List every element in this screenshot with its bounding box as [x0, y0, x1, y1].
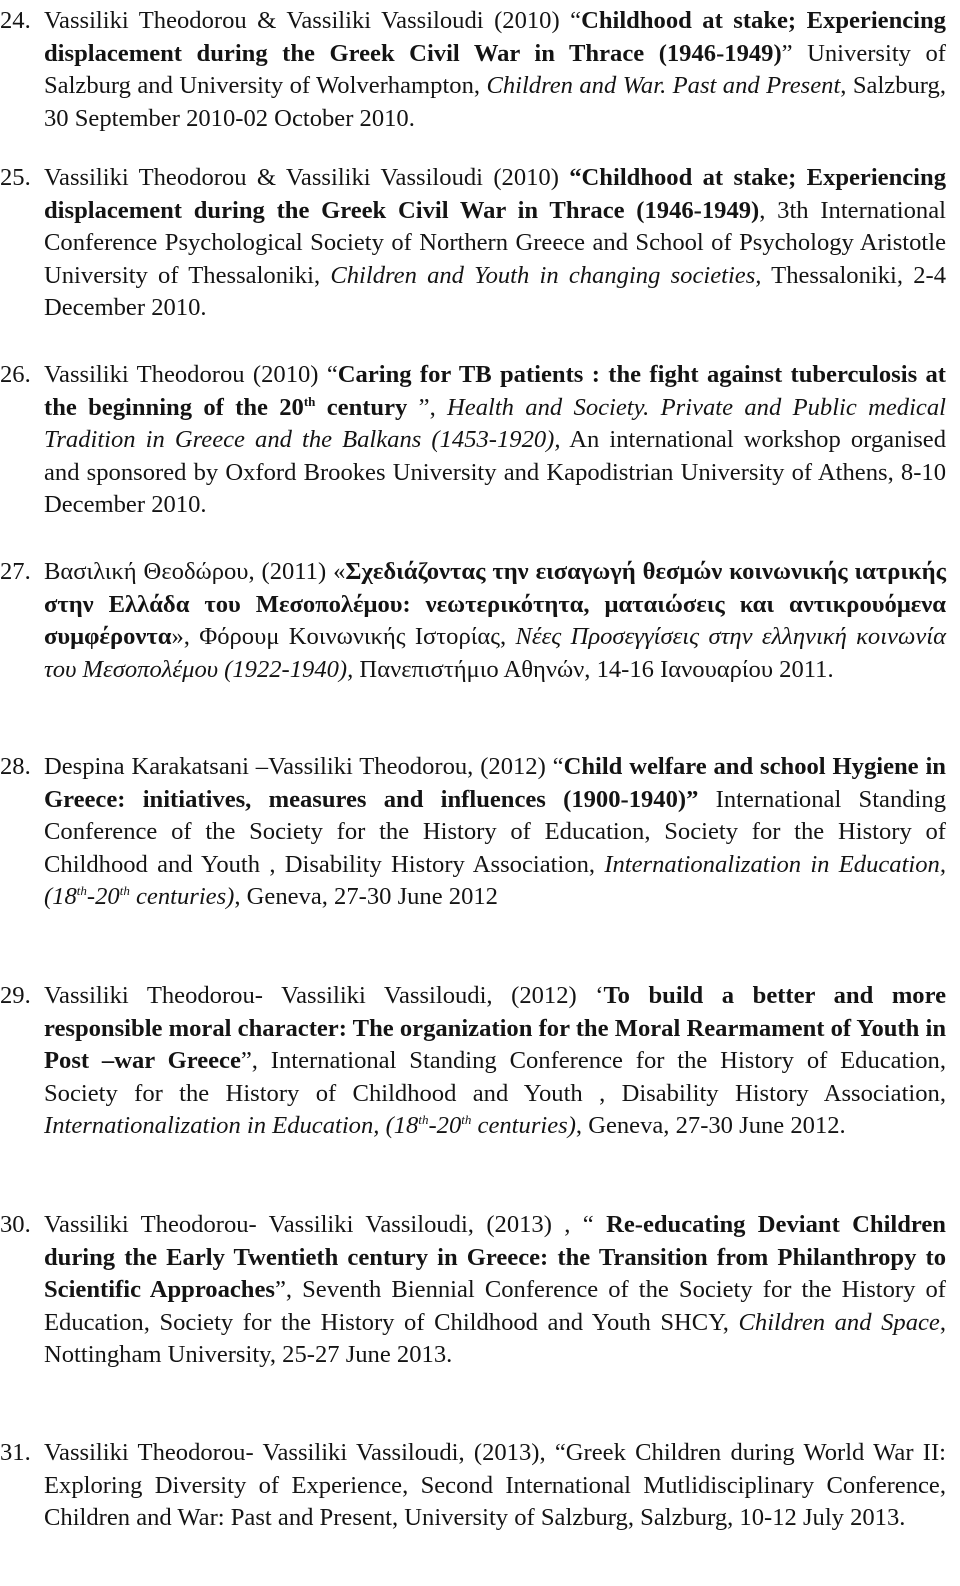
reference-text: [44, 162, 946, 325]
plain-text: Vassiliki Theodorou- Vassiliki Vassiloudi, (2012) ‘: [44, 982, 604, 1009]
plain-text: Thessaloniki, 2-4 December 2010.: [44, 261, 947, 322]
reference-entry-24: [0, 5, 946, 135]
entry-number: 28.: [0, 753, 31, 780]
plain-text: ”, International Standing Conference for the History of Education, Society for the History of Childhood and Youth , Disability History Association,: [44, 1047, 947, 1107]
italic-text: Health and Society. Private and Public medical Tradition in Greece and the Balkans (1453-1920),: [44, 393, 946, 454]
bold-title: Childhood at stake; Experiencing displacement during the Greek Civil War in Thrace (1946-1949): [44, 7, 946, 67]
plain-text: Vassiliki Theodorou- Vassiliki Vassiloudi, (2013) , “: [44, 1211, 607, 1238]
italic-text: -20: [86, 883, 120, 911]
reference-text: [44, 5, 946, 135]
reference-entry-27: [0, 556, 946, 686]
bold-title: century: [315, 393, 408, 421]
superscript: th: [461, 1112, 472, 1128]
plain-text: », Φόρουμ Κοινωνικής Ιστορίας,: [171, 623, 516, 651]
plain-text: Vassiliki Theodorou (2010) “: [44, 361, 338, 388]
plain-text: Despina Karakatsani –Vassiliki Theodorou, (2012) “: [44, 753, 564, 780]
reference-entry-30: [0, 1209, 946, 1372]
reference-entry-25: [0, 162, 946, 325]
superscript: th: [119, 883, 130, 899]
bold-title: Child welfare and school Hygiene in Greece: initiatives, measures and influences (1900-1940)”: [44, 753, 946, 813]
entry-number: 25.: [0, 164, 31, 191]
plain-text: ”,: [407, 393, 448, 421]
italic-text: -20: [428, 1112, 462, 1140]
entry-number: 26.: [0, 361, 31, 388]
superscript: th: [303, 393, 316, 409]
bold-title: To build a better and more responsible moral character: The organization for the Moral Rearmament of Youth in Post –war Greece: [44, 982, 946, 1075]
entry-number: 29.: [0, 982, 31, 1009]
reference-text: [44, 980, 946, 1143]
plain-text: Πανεπιστήμιο Αθηνών, 14-16 Ιανουαρίου 2011.: [353, 655, 834, 683]
plain-text: ”, Seventh Biennial Conference of the Society for the History of Education, Society for the History of Childhood and Youth SHCY,: [44, 1276, 946, 1336]
superscript: th: [76, 883, 87, 899]
italic-text: Children and Space: [738, 1308, 940, 1336]
superscript: th: [418, 1112, 429, 1128]
plain-text: , Geneva, 27-30 June 2012: [234, 883, 498, 911]
italic-text: centuries): [471, 1112, 576, 1140]
italic-text: Children and War. Past and Present: [486, 72, 841, 100]
reference-text: [44, 359, 946, 522]
plain-text: , Nottingham University, 25-27 June 2013.: [44, 1308, 946, 1369]
bold-title: Caring for TB patients : the fight against tuberculosis at the beginning of the 20: [44, 361, 946, 421]
entry-number: 24.: [0, 7, 31, 34]
plain-text: , Salzburg, 30 September 2010-02 October 2010.: [44, 72, 946, 132]
plain-text: , 3th International Conference Psychological Society of Northern Greece and School of Psychology Aristotle University of Thessaloniki,: [44, 196, 946, 289]
reference-text: [44, 1209, 946, 1372]
plain-text: , Geneva, 27-30 June 2012.: [575, 1112, 846, 1140]
italic-text: Children and Youth in changing societies,: [330, 261, 762, 289]
plain-text: Βασιλική Θεοδώρου, (2011) «: [44, 558, 346, 585]
plain-text: Vassiliki Theodorou- Vassiliki Vassiloudi, (2013), “Greek Children during World War II: Exploring Diversity of Experience, Second International Mutlidisciplinary Conference, Children and War: Past and Present, University of Salzburg, Salzburg, 10-12 July 2013.: [44, 1439, 946, 1532]
bold-title: Σχεδιάζοντας την εισαγωγή θεσμών κοινωνικής ιατρικής στην Ελλάδα του Μεσοπολέμου: νεωτερικότητα, ματαιώσεις και αντικρουόμενα συμφέροντα: [44, 558, 946, 651]
reference-entry-28: [0, 751, 946, 914]
reference-entry-31: [0, 1437, 946, 1535]
italic-text: centuries): [129, 883, 235, 911]
plain-text: International Standing Conference of the Society for the History of Education, Society for the History of Childhood and Youth , Disability History Association,: [44, 785, 946, 878]
italic-text: Νέες Προσεγγίσεις στην ελληνική κοινωνία του Μεσοπολέμου (1922-1940),: [44, 623, 946, 683]
entry-number: 31.: [0, 1439, 31, 1466]
reference-entry-29: [0, 980, 946, 1143]
italic-text: Internationalization in Education, (18: [44, 850, 946, 911]
plain-text: ” University of Salzburg and University of Wolverhampton,: [44, 39, 946, 100]
italic-text: Internationalization in Education, (18: [44, 1112, 419, 1140]
bold-title: “Childhood at stake; Experiencing displacement during the Greek Civil War in Thrace (1946-1949): [44, 164, 946, 224]
plain-text: An international workshop organised and sponsored by Oxford Brookes University and Kapodistrian University of Athens, 8-10 December 2010.: [44, 426, 946, 519]
entry-number: 30.: [0, 1211, 31, 1238]
entry-number: 27.: [0, 558, 31, 585]
plain-text: Vassiliki Theodorou & Vassiliki Vassiloudi (2010): [44, 164, 570, 191]
plain-text: Vassiliki Theodorou & Vassiliki Vassiloudi (2010) “: [44, 7, 582, 34]
reference-text: [44, 1437, 946, 1535]
reference-text: [44, 556, 946, 686]
reference-entry-26: [0, 359, 946, 522]
reference-text: [44, 751, 946, 914]
bold-title: Re-educating Deviant Children during the Early Twentieth century in Greece: the Transition from Philanthropy to Scientific Approaches: [44, 1211, 946, 1304]
